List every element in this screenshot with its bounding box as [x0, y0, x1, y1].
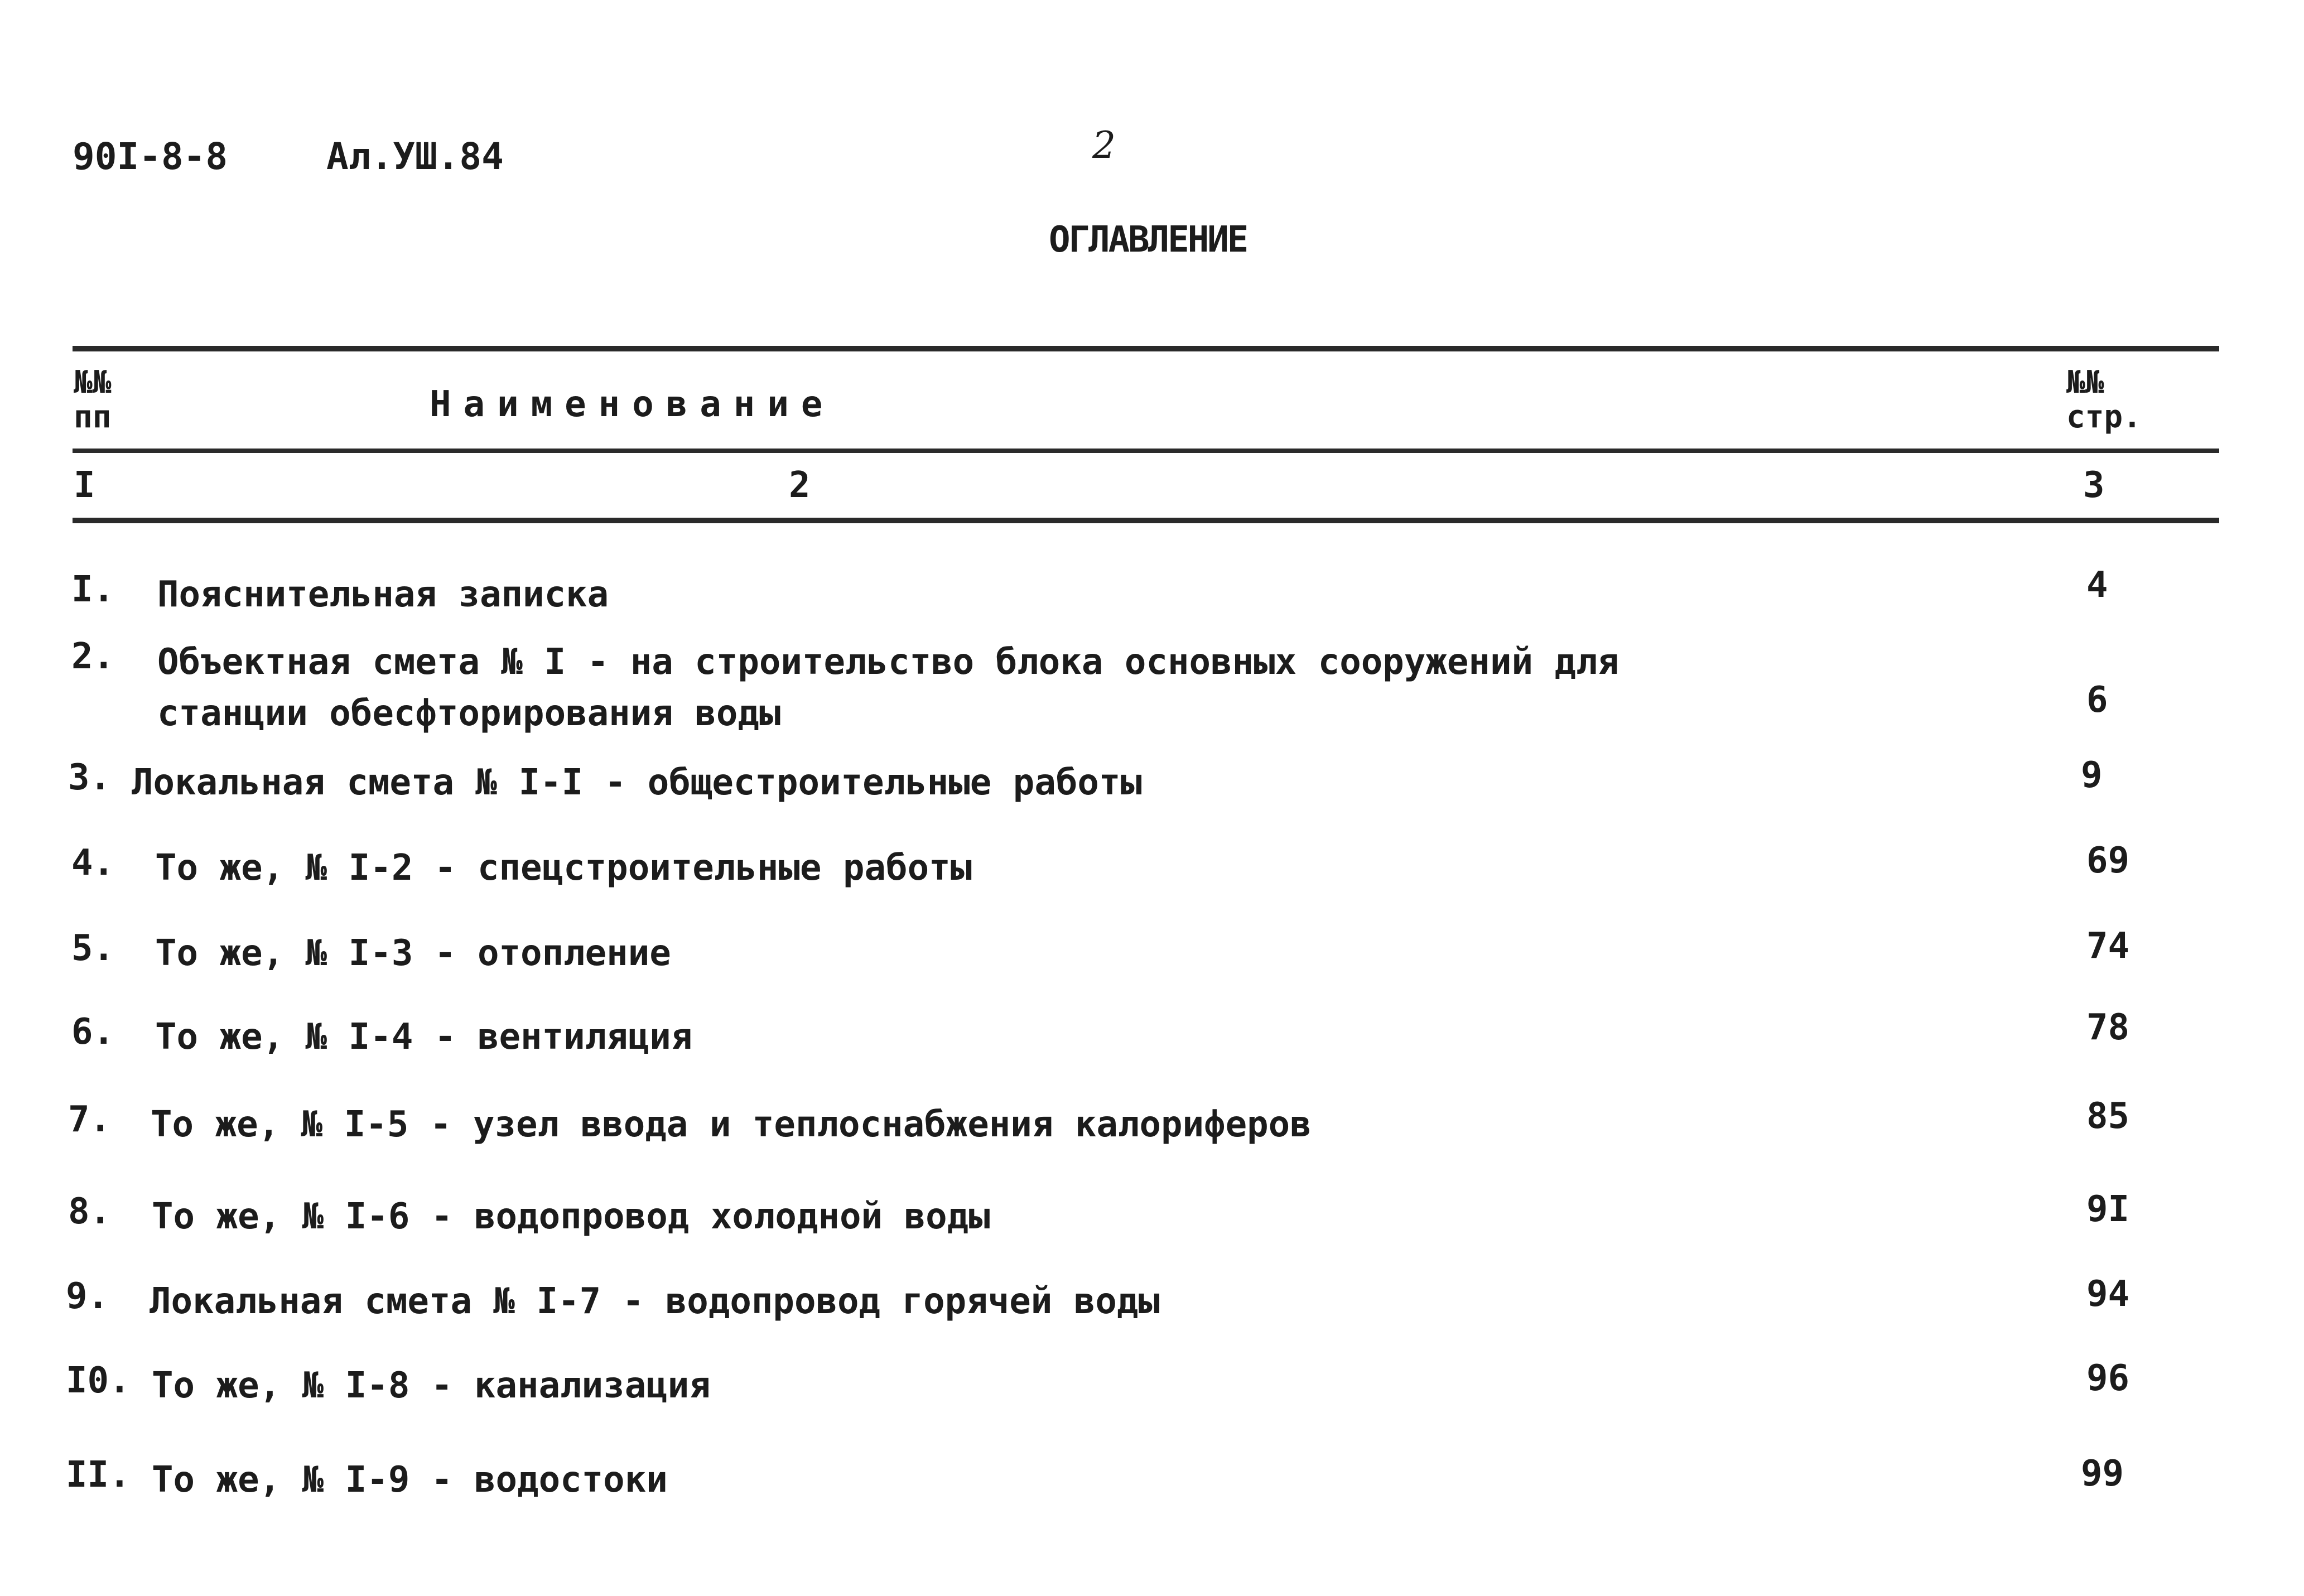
column-header-name: Наименование: [430, 384, 835, 425]
entry-number: 7.: [68, 1099, 112, 1140]
column-header-page: №№ стр.: [2066, 364, 2142, 435]
entry-text: То же, № I-6 - водопровод холодной воды: [152, 1196, 990, 1237]
entry-page: 6: [2086, 679, 2108, 721]
entry-text: То же, № I-3 - отопление: [155, 933, 671, 974]
entry-text: То же, № I-5 - узел ввода и теплоснабжения калориферов: [151, 1104, 1312, 1145]
entry-number: II.: [66, 1454, 131, 1496]
entry-page: 99: [2081, 1453, 2124, 1494]
page-number: 2: [1092, 124, 1116, 167]
entry-text: То же, № I-2 - спецстроительные работы: [155, 847, 972, 889]
entry-page: 96: [2086, 1358, 2130, 1399]
document-code: 90I-8-8: [73, 135, 228, 178]
entry-text: То же, № I-8 - канализация: [152, 1365, 711, 1406]
entry-text: Локальная смета № I-I - общестроительные работы: [132, 762, 1142, 803]
column-index-3: 3: [2083, 465, 2105, 506]
entry-number: 6.: [71, 1011, 115, 1053]
column-index-2: 2: [789, 465, 811, 506]
entry-page: 74: [2086, 925, 2130, 967]
entry-number: 3.: [68, 757, 112, 798]
entry-text: То же, № I-9 - водостоки: [152, 1459, 668, 1501]
entry-page: 9I: [2086, 1189, 2130, 1230]
entry-number: 8.: [68, 1191, 112, 1232]
table-body-rule: [73, 518, 2219, 523]
entry-text: Пояснительная записка: [157, 574, 609, 615]
table-top-rule: [73, 346, 2219, 351]
entry-page: 69: [2086, 840, 2130, 881]
album-reference: Ал.УШ.84: [326, 135, 504, 178]
entry-number: 9.: [66, 1276, 109, 1317]
page-title: ОГЛАВЛЕНИЕ: [1049, 219, 1247, 261]
entry-text: Объектная смета № I - на строительство блока основных сооружений для станции обесфторирования воды: [157, 642, 1619, 734]
entry-number: I0.: [66, 1360, 131, 1401]
entry-text: То же, № I-4 - вентиляция: [155, 1016, 693, 1058]
table-header-rule: [73, 449, 2219, 453]
entry-page: 4: [2086, 565, 2108, 606]
entry-number: 2.: [71, 636, 115, 677]
entry-text: Локальная смета № I-7 - водопровод горячей воды: [150, 1281, 1160, 1322]
entry-page: 94: [2086, 1274, 2130, 1315]
entry-page: 78: [2086, 1007, 2130, 1048]
entry-page: 9: [2081, 755, 2103, 796]
entry-number: 5.: [71, 928, 115, 969]
entry-page: 85: [2086, 1096, 2130, 1137]
column-index-1: I: [74, 465, 95, 506]
column-header-number: №№ пп: [74, 364, 112, 435]
entry-number: I.: [71, 569, 115, 610]
entry-number: 4.: [71, 842, 115, 884]
